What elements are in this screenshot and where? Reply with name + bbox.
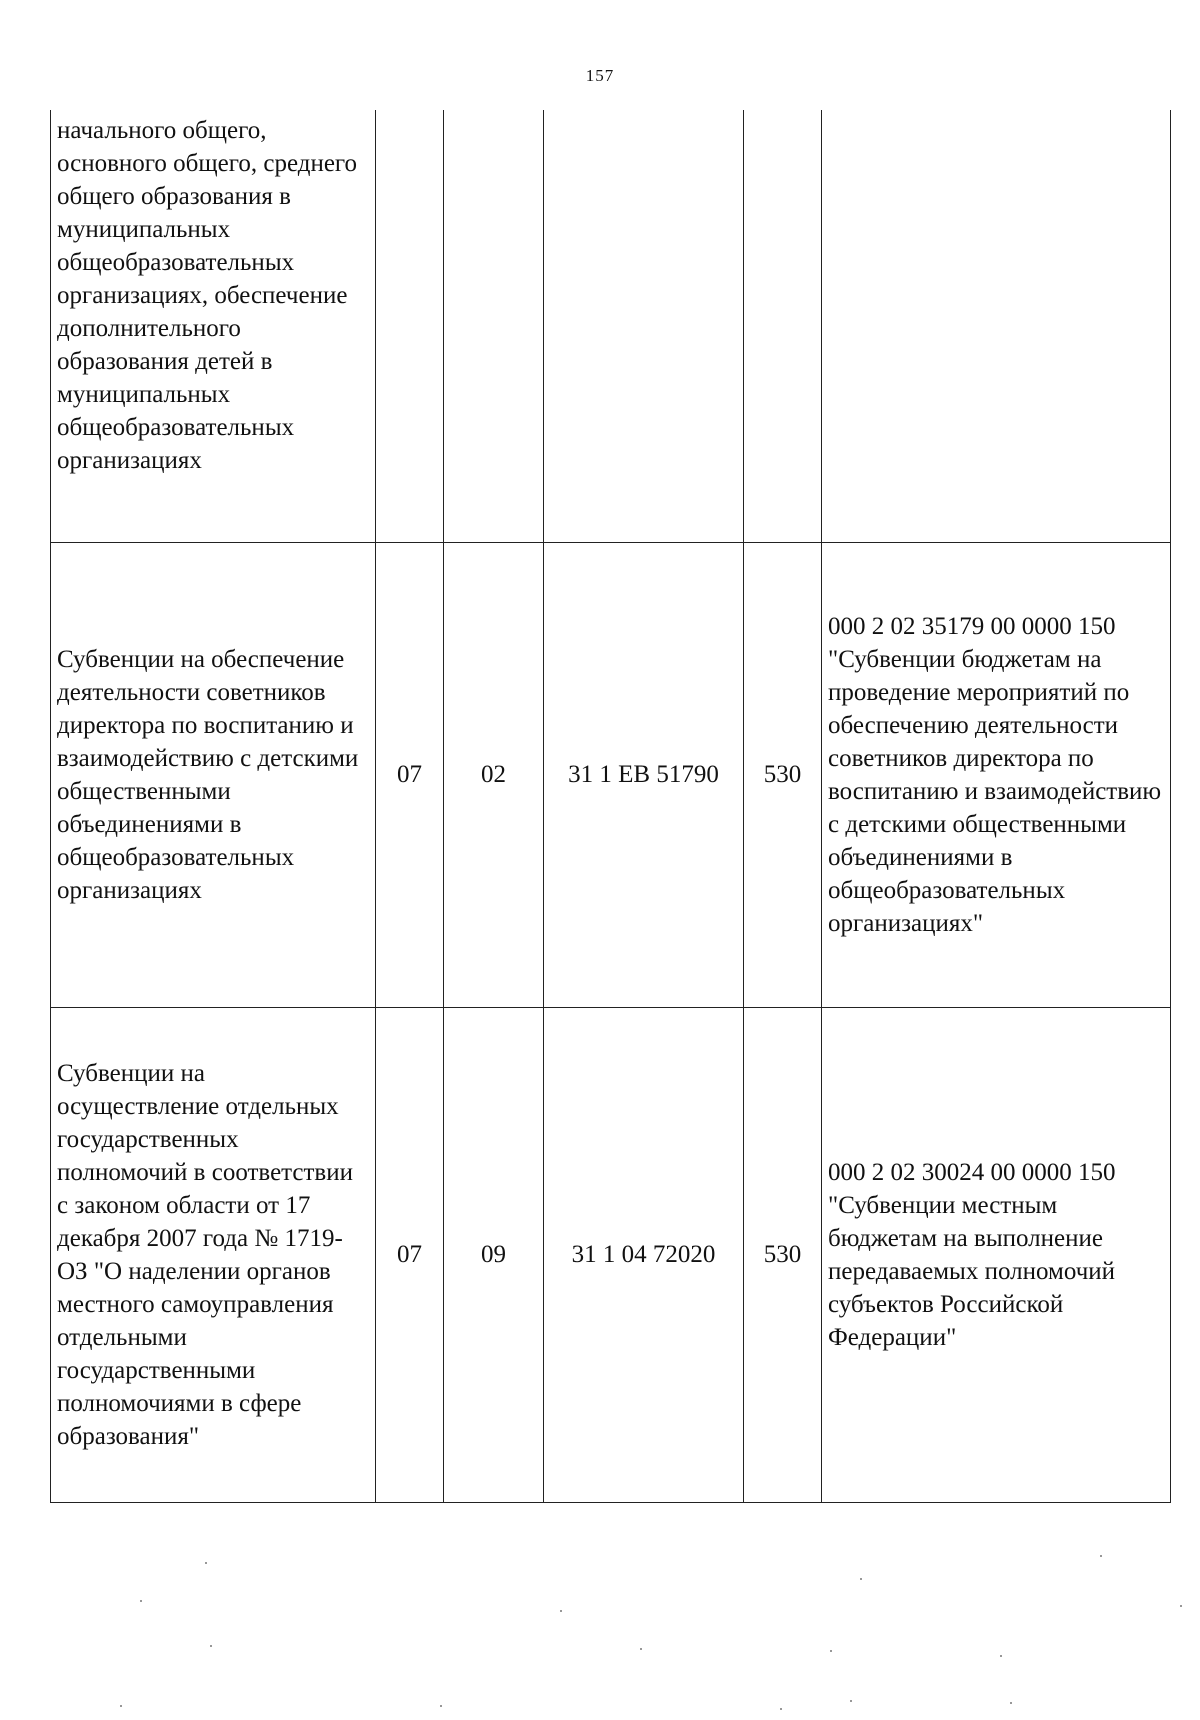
row-subsection-cell <box>444 1007 544 1502</box>
row-section-cell <box>376 110 444 542</box>
row-subsection-cell <box>444 110 544 542</box>
row-name: Субвенции на осуществление отдельных государственных полномочий в соответствии с законом области от 17 декабря 2007 года № 1719-ОЗ "О наделении органов местного самоуправления отдельными государственными полномочиями в сфере образования" <box>57 1059 353 1450</box>
row-target-code: 31 1 04 72020 <box>571 1241 716 1268</box>
row-income-code-cell <box>822 110 1171 542</box>
row-expense-type-cell <box>744 542 822 1007</box>
row-name-cell <box>51 542 376 1007</box>
row-section: 07 <box>397 761 422 788</box>
row-subsection-cell <box>444 542 544 1007</box>
row-target-code-cell <box>544 110 744 542</box>
row-target-code-cell <box>544 542 744 1007</box>
row-target-code: 31 1 ЕВ 51790 <box>568 761 719 788</box>
budget-table-container <box>50 110 1170 1503</box>
page-number: 157 <box>585 66 615 85</box>
row-target-code-cell <box>544 1007 744 1502</box>
table-row <box>51 1007 1171 1502</box>
row-income-code: 000 2 02 30024 00 0000 150 "Субвенции местным бюджетам на выполнение передаваемых полномочий субъектов Российской Федерации" <box>828 1158 1116 1351</box>
row-income-code-cell <box>822 542 1171 1007</box>
row-subsection: 09 <box>481 1241 506 1268</box>
row-name-cell <box>51 1007 376 1502</box>
row-section-cell <box>376 1007 444 1502</box>
row-section-cell <box>376 542 444 1007</box>
row-income-code: 000 2 02 35179 00 0000 150 "Субвенции бюджетам на проведение мероприятий по обеспечению деятельности советников директора по воспитанию и взаимодействию с детскими общественными объединениями в общеобразовательных организациях" <box>828 612 1162 937</box>
budget-table <box>50 110 1171 1503</box>
row-expense-type: 530 <box>763 761 802 788</box>
row-name-cell <box>51 110 376 542</box>
table-row <box>51 542 1171 1007</box>
row-income-code-cell <box>822 1007 1171 1502</box>
row-name: начального общего, основного общего, среднего общего образования в муниципальных общеобразовательных организациях, обеспечение дополнительного образования детей в муниципальных общеобразовательных организациях <box>57 117 358 474</box>
row-expense-type-cell <box>744 110 822 542</box>
row-subsection: 02 <box>481 761 506 788</box>
row-expense-type: 530 <box>763 1241 802 1268</box>
row-name: Субвенции на обеспечение деятельности советников директора по воспитанию и взаимодействию с детскими общественными объединениями в общеобразовательных организациях <box>57 645 359 904</box>
table-row <box>51 110 1171 542</box>
row-section: 07 <box>397 1241 422 1268</box>
row-expense-type-cell <box>744 1007 822 1502</box>
